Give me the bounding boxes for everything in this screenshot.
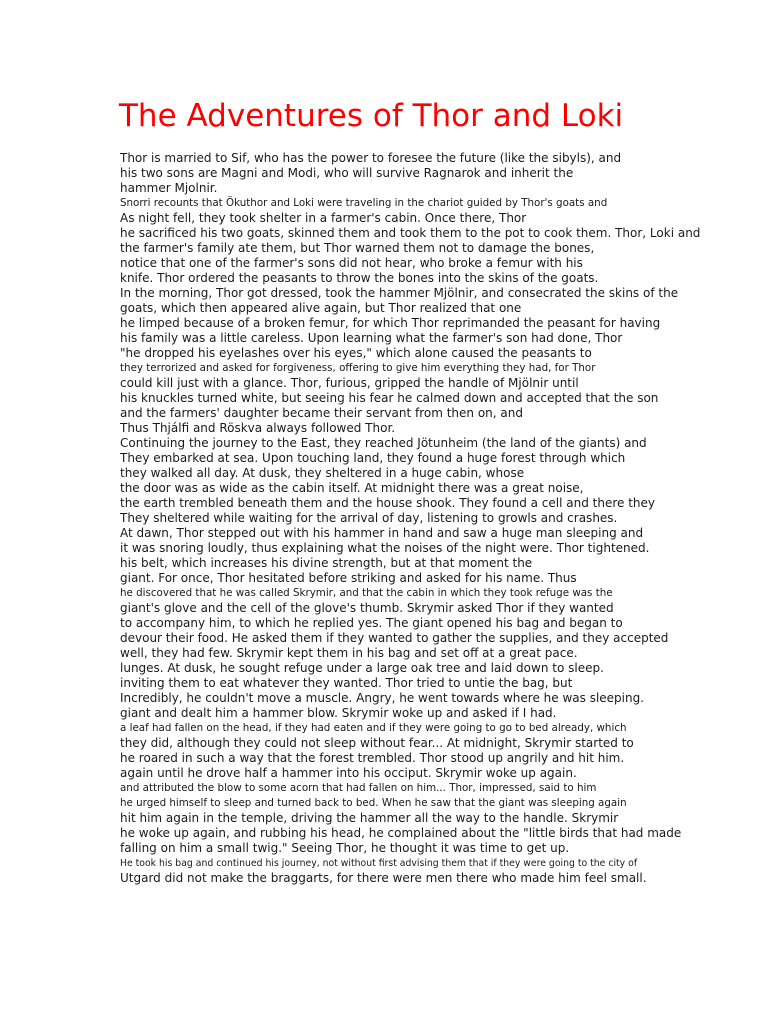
- text-line: Snorri recounts that Ökuthor and Loki were traveling in the chariot guided by Thor's goats and: [120, 197, 608, 209]
- text-line: his belt, which increases his divine strength, but at that moment the: [120, 556, 533, 570]
- text-line: giant and dealt him a hammer blow. Skrymir woke up and asked if I had.: [120, 706, 557, 720]
- body-text: [120, 151, 720, 886]
- text-line: They embarked at sea. Upon touching land, they found a huge forest through which: [120, 451, 626, 465]
- text-line: they did, although they could not sleep without fear... At midnight, Skrymir started to: [120, 736, 634, 750]
- text-line: they walked all day. At dusk, they sheltered in a huge cabin, whose: [120, 466, 525, 480]
- text-line: He took his bag and continued his journey, not without first advising them that if they were going to the city of: [120, 858, 638, 869]
- text-line: Thus Thjálfi and Röskva always followed Thor.: [120, 421, 396, 435]
- text-line: Thor is married to Sif, who has the power to foresee the future (like the sibyls), and: [120, 151, 622, 165]
- text-line: notice that one of the farmer's sons did not hear, who broke a femur with his: [120, 256, 583, 270]
- text-line: they terrorized and asked for forgiveness, offering to give him everything they had, for Thor: [120, 362, 596, 374]
- text-line: the door was as wide as the cabin itself. At midnight there was a great noise,: [120, 481, 584, 495]
- text-line: They sheltered while waiting for the arrival of day, listening to growls and crashes.: [120, 511, 618, 525]
- text-line: "he dropped his eyelashes over his eyes," which alone caused the peasants to: [120, 346, 592, 360]
- text-line: inviting them to eat whatever they wanted. Thor tried to untie the bag, but: [120, 676, 573, 690]
- text-line: falling on him a small twig." Seeing Thor, he thought it was time to get up.: [120, 841, 570, 855]
- text-line: his knuckles turned white, but seeing his fear he calmed down and accepted that the son: [120, 391, 659, 405]
- text-line: could kill just with a glance. Thor, furious, gripped the handle of Mjölnir until: [120, 376, 579, 390]
- text-line: the farmer's family ate them, but Thor warned them not to damage the bones,: [120, 241, 595, 255]
- text-line: he woke up again, and rubbing his head, he complained about the "little birds that had made: [120, 826, 682, 840]
- text-line: and attributed the blow to some acorn that had fallen on him... Thor, impressed, said to him: [120, 782, 597, 794]
- text-line: In the morning, Thor got dressed, took the hammer Mjölnir, and consecrated the skins of the: [120, 286, 679, 300]
- text-line: he urged himself to sleep and turned back to bed. When he saw that the giant was sleeping again: [120, 797, 627, 809]
- text-line: he sacrificed his two goats, skinned them and took them to the pot to cook them. Thor, Loki and: [120, 226, 701, 240]
- text-line: giant's glove and the cell of the glove's thumb. Skrymir asked Thor if they wanted: [120, 601, 614, 615]
- text-line: his two sons are Magni and Modi, who will survive Ragnarok and inherit the: [120, 166, 574, 180]
- text-line: Continuing the journey to the East, they reached Jötunheim (the land of the giants) and: [120, 436, 647, 450]
- text-line: Utgard did not make the braggarts, for there were men there who made him feel small.: [120, 871, 647, 885]
- text-line: he roared in such a way that the forest trembled. Thor stood up angrily and hit him.: [120, 751, 625, 765]
- text-line: he limped because of a broken femur, for which Thor reprimanded the peasant for having: [120, 316, 661, 330]
- text-line: Incredibly, he couldn't move a muscle. Angry, he went towards where he was sleeping.: [120, 691, 645, 705]
- text-line: his family was a little careless. Upon learning what the farmer's son had done, Thor: [120, 331, 623, 345]
- text-line: he discovered that he was called Skrymir, and that the cabin in which they took refuge was the: [120, 587, 613, 599]
- text-line: As night fell, they took shelter in a farmer's cabin. Once there, Thor: [120, 211, 527, 225]
- text-line: well, they had few. Skrymir kept them in his bag and set off at a great pace.: [120, 646, 578, 660]
- text-line: hammer Mjolnir.: [120, 181, 218, 195]
- page-title: The Adventures of Thor and Loki: [119, 98, 624, 134]
- text-line: At dawn, Thor stepped out with his hammer in hand and saw a huge man sleeping and: [120, 526, 644, 540]
- text-line: and the farmers' daughter became their servant from then on, and: [120, 406, 523, 420]
- text-line: to accompany him, to which he replied yes. The giant opened his bag and began to: [120, 616, 623, 630]
- text-line: the earth trembled beneath them and the house shook. They found a cell and there they: [120, 496, 656, 510]
- text-line: it was snoring loudly, thus explaining what the noises of the night were. Thor tightened.: [120, 541, 650, 555]
- text-line: giant. For once, Thor hesitated before striking and asked for his name. Thus: [120, 571, 577, 585]
- text-line: again until he drove half a hammer into his occiput. Skrymir woke up again.: [120, 766, 577, 780]
- text-line: a leaf had fallen on the head, if they had eaten and if they were going to go to bed already, which: [120, 722, 627, 734]
- text-line: knife. Thor ordered the peasants to throw the bones into the skins of the goats.: [120, 271, 599, 285]
- text-line: goats, which then appeared alive again, but Thor realized that one: [120, 301, 522, 315]
- text-line: hit him again in the temple, driving the hammer all the way to the handle. Skrymir: [120, 811, 619, 825]
- text-line: devour their food. He asked them if they wanted to gather the supplies, and they accepted: [120, 631, 669, 645]
- text-line: lunges. At dusk, he sought refuge under a large oak tree and laid down to sleep.: [120, 661, 604, 675]
